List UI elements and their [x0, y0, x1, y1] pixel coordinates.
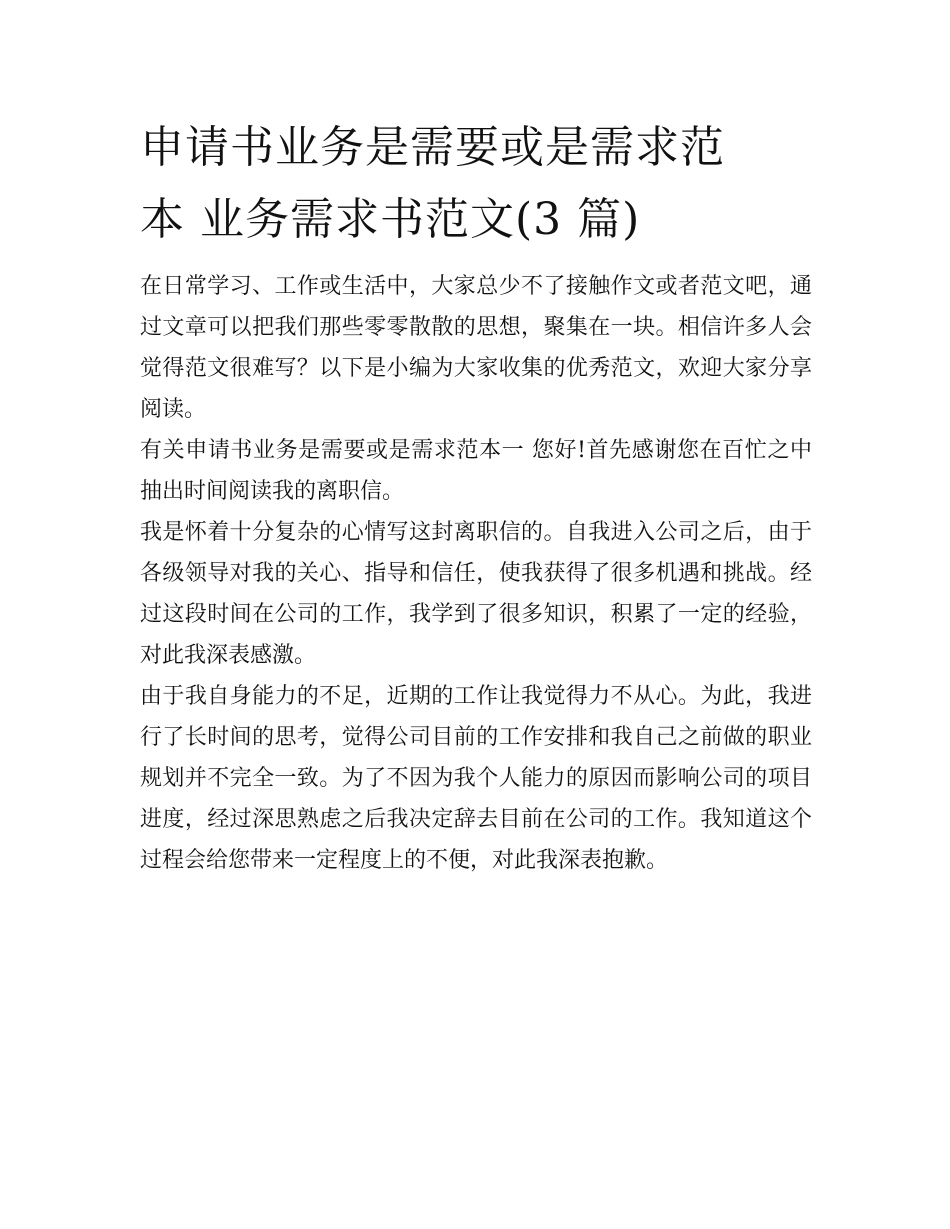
title-line-1: 申请书业务是需要或是需求范: [140, 122, 725, 173]
paragraph-intro: 在日常学习、工作或生活中，大家总少不了接触作文或者范文吧，通过文章可以把我们那些零零散散的思想，聚集在一块。相信许多人会觉得范文很难写？以下是小编为大家收集的优秀范文，欢迎大家分享阅读。: [140, 274, 812, 422]
paragraph-gratitude: 我是怀着十分复杂的心情写这封离职信的。自我进入公司之后，由于各级领导对我的关心、指导和信任，使我获得了很多机遇和挑战。经过这段时间在公司的工作，我学到了很多知识，积累了一定的经验，对此我深表感激。: [140, 520, 812, 668]
title-line-2: 本 业务需求书范文(3 篇): [140, 194, 641, 245]
document-title: [140, 112, 812, 256]
document-page: [140, 112, 812, 881]
paragraph-resignation-reason: 由于我自身能力的不足，近期的工作让我觉得力不从心。为此，我进行了长时间的思考，觉得公司目前的工作安排和我自己之前做的职业规划并不完全一致。为了不因为我个人能力的原因而影响公司的项目进度，经过深思熟虑之后我决定辞去目前在公司的工作。我知道这个过程会给您带来一定程度上的不便，对此我深表抱歉。: [140, 684, 812, 873]
paragraph-greeting: 有关申请书业务是需要或是需求范本一 您好!首先感谢您在百忙之中抽出时间阅读我的离职信。: [140, 438, 812, 504]
